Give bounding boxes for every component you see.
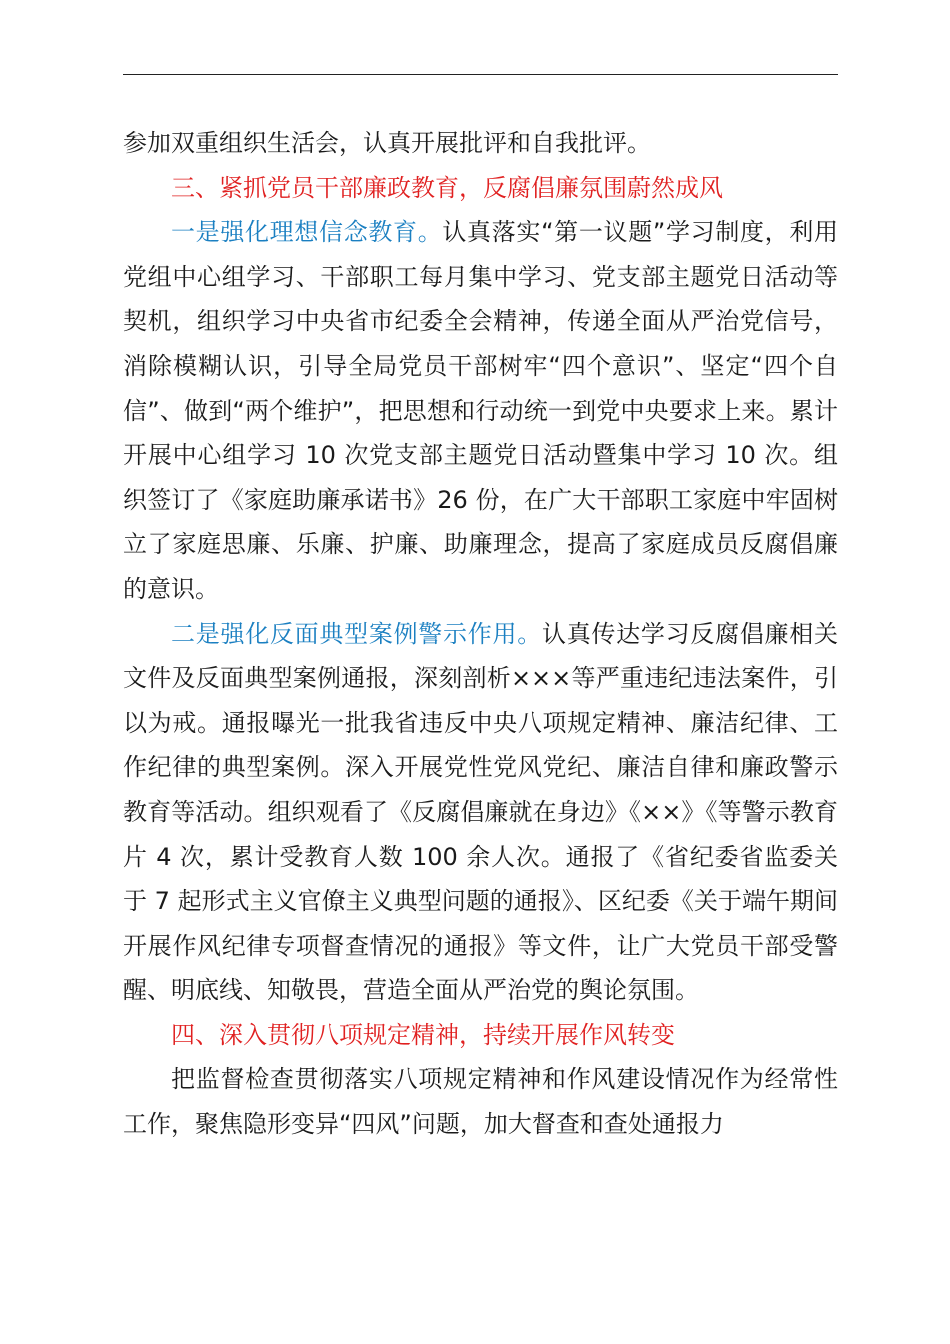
paragraph-warning-cases	[123, 612, 838, 1013]
document-body	[123, 121, 838, 1147]
subheading-ideals-education: 一是强化理想信念教育。	[171, 218, 443, 247]
paragraph-ideals-education	[123, 210, 838, 611]
paragraph-text: 认真传达学习反腐倡廉相关文件及反面典型案例通报，深刻剖析×××等严重违纪违法案件，引以为戒。通报曝光一批我省违反中央八项规定精神、廉洁纪律、工作纪律的典型案例。深入开展党性党风党纪、廉洁自律和廉政警示教育等活动。组织观看了《反腐倡廉就在身边》《××》《等警示教育片 4 次，累计受教育人数 100 余人次。通报了《省纪委省监委关于 7 起形式主义官僚主义典型问题的通报》、区纪委《关于端午期间开展作风纪律专项督查情况的通报》等文件，让广大党员干部受警醒、明底线、知敬畏，营造全面从严治党的舆论氛围。	[123, 619, 839, 1005]
header-rule	[123, 74, 838, 75]
paragraph-continuation: 参加双重组织生活会，认真开展批评和自我批评。	[123, 129, 651, 157]
section-heading-4: 四、深入贯彻八项规定精神，持续开展作风转变	[171, 1020, 675, 1049]
section-heading-3: 三、紧抓党员干部廉政教育，反腐倡廉氛围蔚然成风	[171, 173, 723, 202]
paragraph-text: 认真落实“第一议题”学习制度，利用党组中心组学习、干部职工每月集中学习、党支部主题党日活动等契机，组织学习中央省市纪委全会精神，传递全面从严治党信号，消除模糊认识，引导全局党员干部树牢“四个意识”、坚定“四个自信”、做到“两个维护”，把思想和行动统一到党中央要求上来。累计开展中心组学习 10 次党支部主题党日活动暨集中学习 10 次。组织签订了《家庭助廉承诺书》26 份，在广大干部职工家庭中牢固树立了家庭思廉、乐廉、护廉、助廉理念，提高了家庭成员反腐倡廉的意识。	[123, 218, 838, 603]
paragraph-eight-rules: 把监督检查贯彻落实八项规定精神和作风建设情况作为经常性工作，聚焦隐形变异“四风”问题，加大督查和查处通报力	[123, 1065, 838, 1139]
subheading-warning-cases: 二是强化反面典型案例警示作用。	[171, 619, 542, 648]
